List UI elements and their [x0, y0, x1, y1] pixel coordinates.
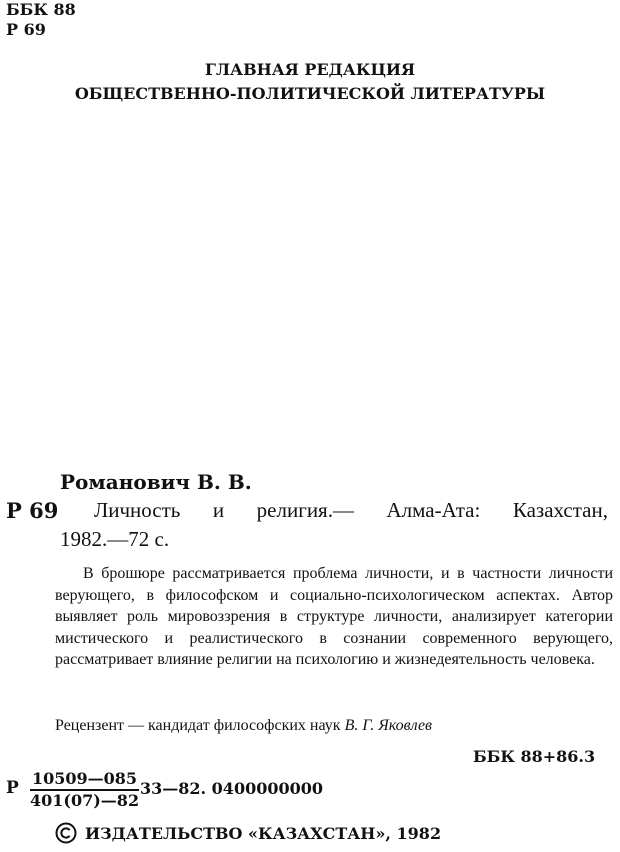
fraction-denominator: 401(07)—82 — [30, 791, 140, 810]
publisher-line-2: ОБЩЕСТВЕННО-ПОЛИТИЧЕСКОЙ ЛИТЕРАТУРЫ — [74, 84, 546, 103]
copyright-icon — [55, 822, 77, 844]
catalog-code-left: Р 69 — [6, 498, 59, 523]
abstract-paragraph: В брошюре рассматривается проблема личности, и в частности личности верующего, в философском и социально-психологическом аспектах. Автор выявляет роль мировоззрения в структуре личности, анализирует категории мистического и реалистического в сознании современного верующего, рассматривает влияние религии на психологию и жизнедеятельность человека. — [55, 565, 613, 668]
title-word: Алма-Ата: — [386, 498, 481, 522]
author-name: Романович В. В. — [60, 470, 252, 494]
fraction-numerator: 10509—085 — [30, 770, 139, 791]
bbk-index-top — [6, 0, 76, 40]
title-word: Личность — [94, 498, 181, 522]
reviewer-name: В. Г. Яковлев — [344, 717, 432, 734]
publisher-line-1: ГЛАВНАЯ РЕДАКЦИЯ — [204, 60, 416, 79]
title-word: Казахстан, — [512, 498, 608, 522]
copyright-line — [55, 822, 441, 844]
book-title-line — [94, 496, 608, 524]
title-word: религия.— — [256, 498, 354, 522]
catalog-code: Р 69 — [6, 20, 46, 39]
catalog-fraction — [30, 770, 139, 810]
catalog-numbers: 33—82. 0400000000 — [140, 779, 323, 798]
copyright-text: ИЗДАТЕЛЬСТВО «КАЗАХСТАН», 1982 — [85, 823, 442, 843]
bbk-code: ББК 88 — [6, 0, 76, 19]
title-word: и — [212, 498, 225, 522]
reviewer-line — [55, 717, 432, 735]
bbk-index-bottom: ББК 88+86.3 — [473, 747, 596, 766]
reviewer-prefix: Рецензент — кандидат философских наук — [55, 717, 341, 734]
year-pages: 1982.—72 с. — [60, 527, 170, 551]
catalog-letter: Р — [6, 778, 19, 798]
